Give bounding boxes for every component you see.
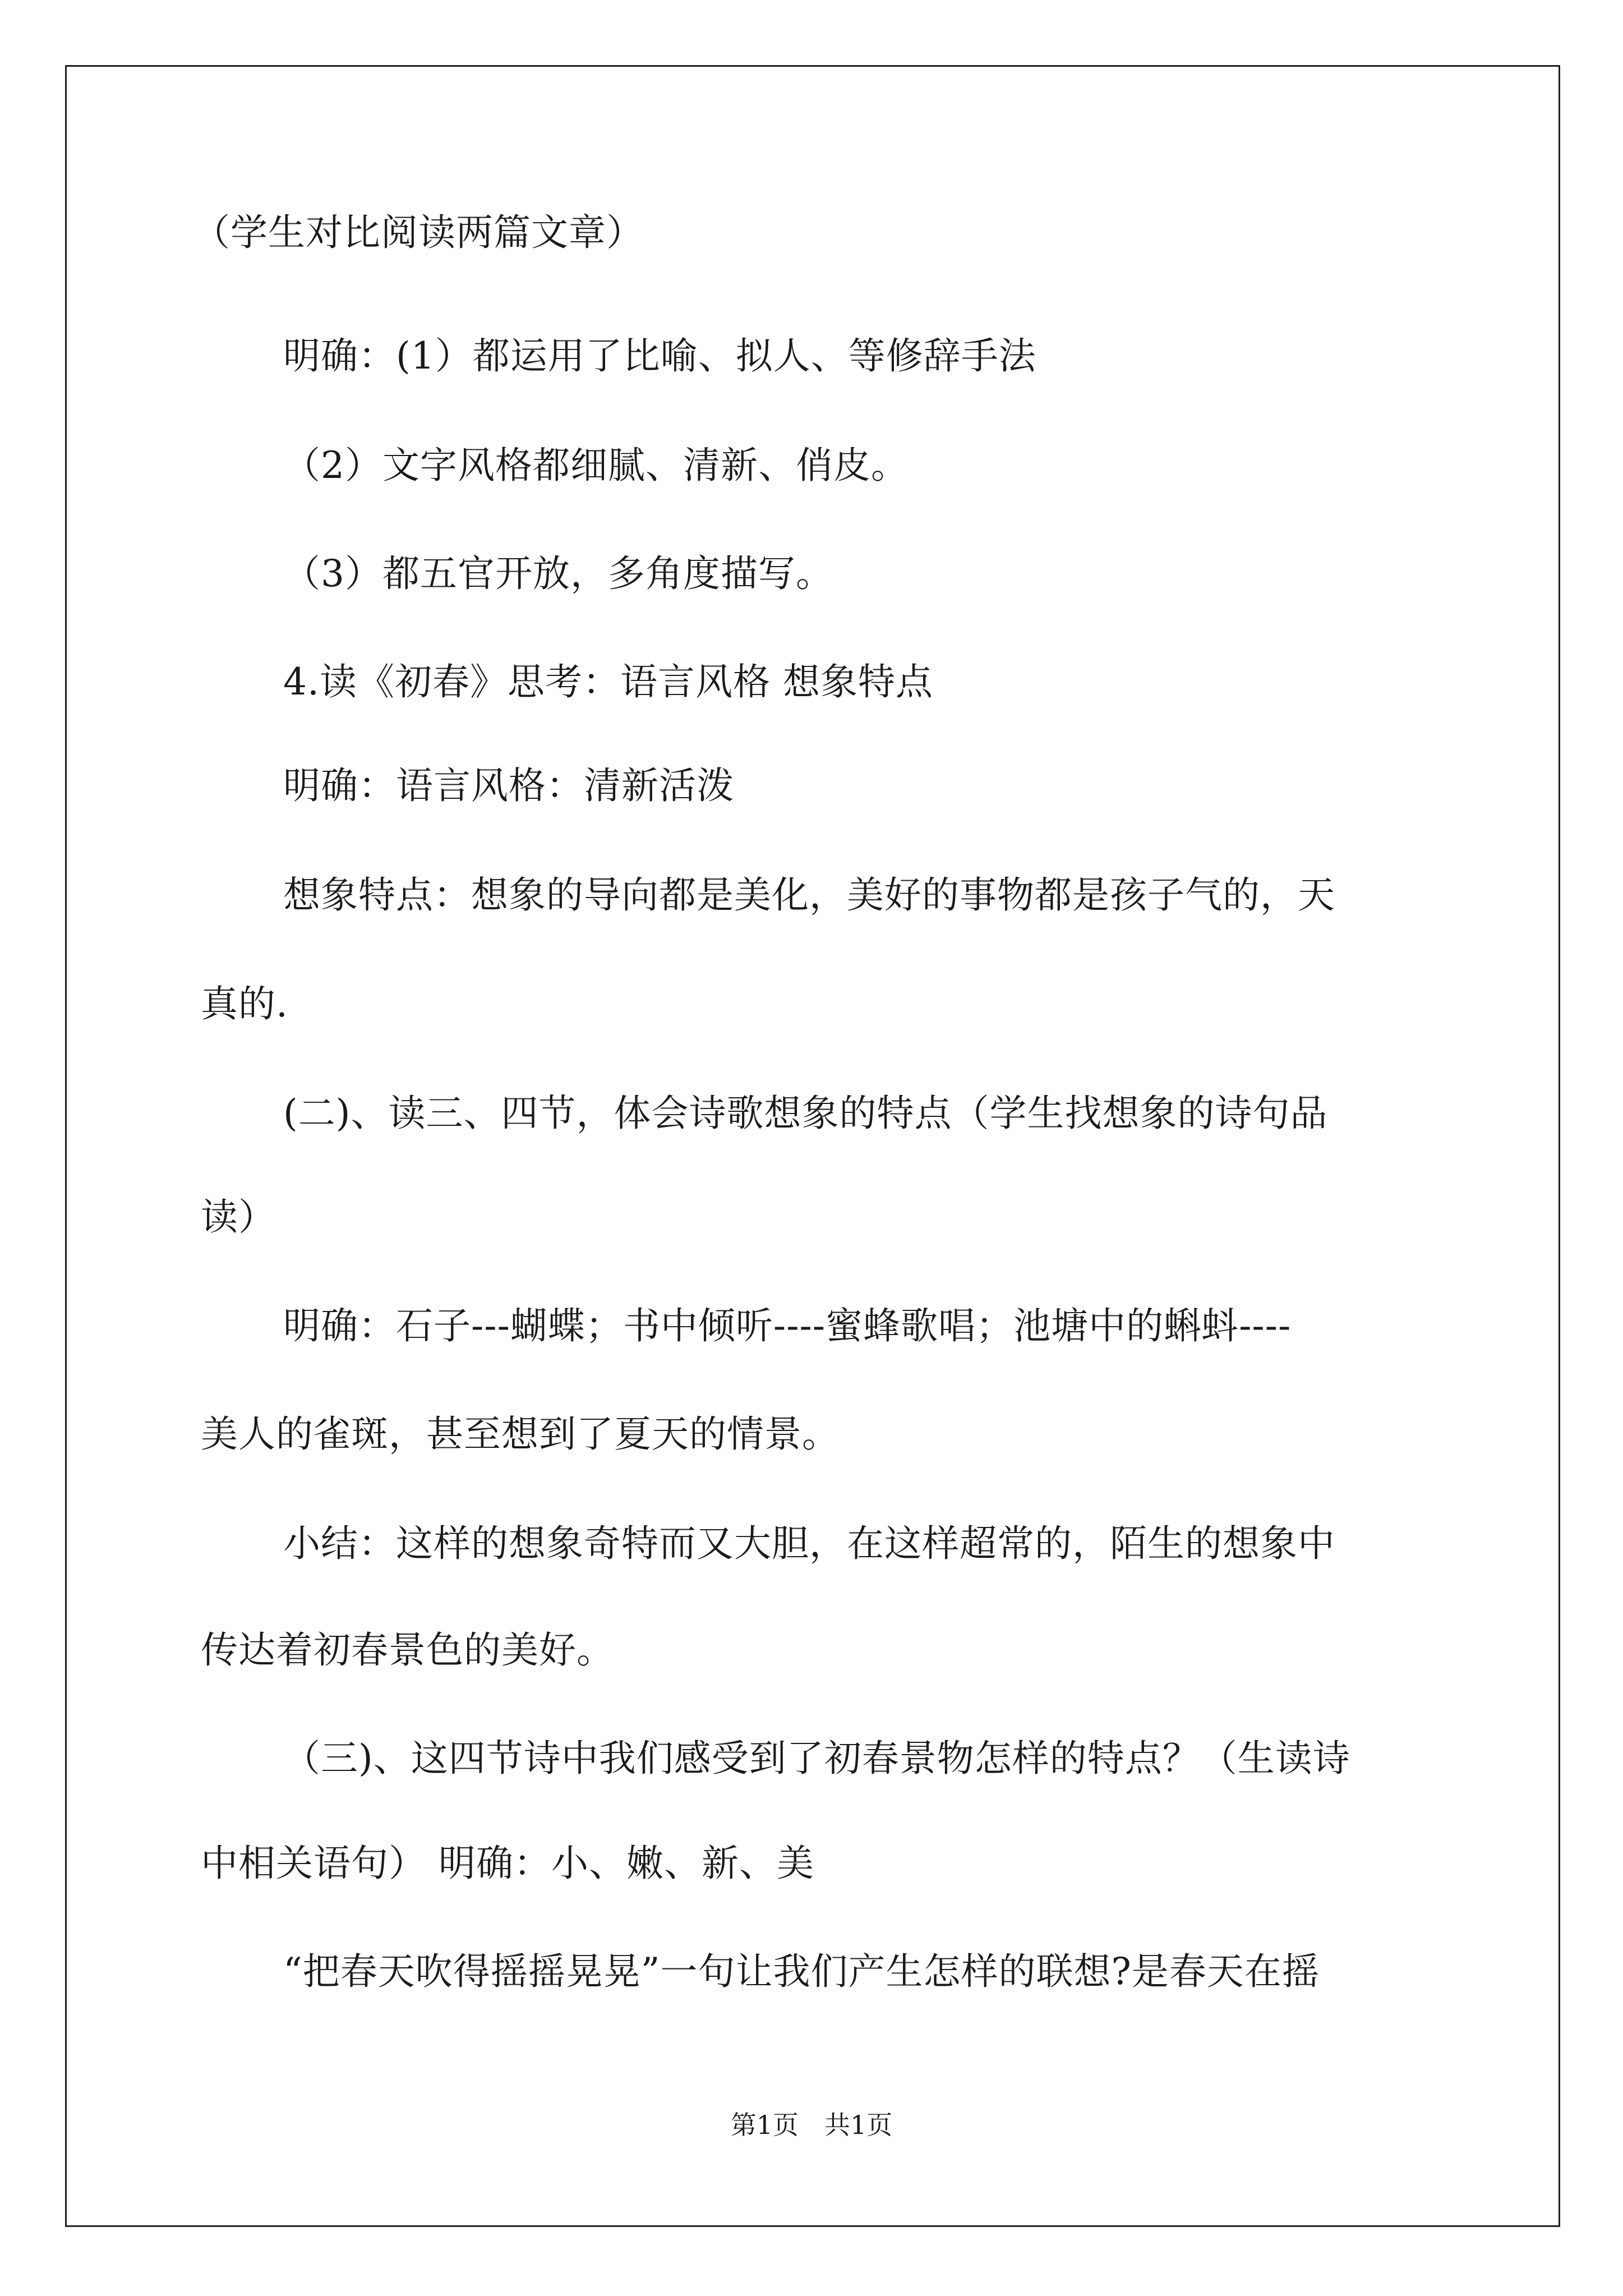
page-border — [65, 65, 1560, 2227]
text-line: “把春天吹得摇摇晃晃”一句让我们产生怎样的联想?是春天在摇 — [283, 1950, 1320, 1993]
page-footer: 第1页 共1页 — [730, 2110, 893, 2140]
text-line: 明确：语言风格：清新活泼 — [283, 764, 734, 807]
text-line: 4.读《初春》思考：语言风格 想象特点 — [283, 660, 933, 703]
text-line: 想象特点：想象的导向都是美化，美好的事物都是孩子气的，天 — [283, 873, 1335, 917]
text-line: 美人的雀斑，甚至想到了夏天的情景。 — [201, 1412, 840, 1456]
text-line: (二)、读三、四节，体会诗歌想象的特点（学生找想象的诗句品 — [283, 1092, 1328, 1135]
text-line: （2）文字风格都细腻、清新、俏皮。 — [283, 444, 909, 487]
text-line: 读） — [201, 1195, 276, 1239]
text-line: 小结：这样的想象奇特而又大胆，在这样超常的，陌生的想象中 — [283, 1522, 1335, 1565]
text-line: （学生对比阅读两篇文章） — [193, 211, 644, 254]
text-line: 真的. — [201, 982, 288, 1025]
text-line: 中相关语句） 明确：小、嫩、新、美 — [201, 1842, 814, 1885]
text-line: 明确：(1）都运用了比喻、拟人、等修辞手法 — [283, 334, 1036, 378]
text-line: （三)、这四节诗中我们感受到了初春景物怎样的特点？（生读诗 — [283, 1737, 1350, 1780]
text-line: （3）都五官开放，多角度描写。 — [283, 552, 833, 595]
text-line: 传达着初春景色的美好。 — [201, 1628, 614, 1672]
text-line: 明确：石子---蝴蝶；书中倾听----蜜蜂歌唱；池塘中的蝌蚪---- — [283, 1304, 1292, 1347]
